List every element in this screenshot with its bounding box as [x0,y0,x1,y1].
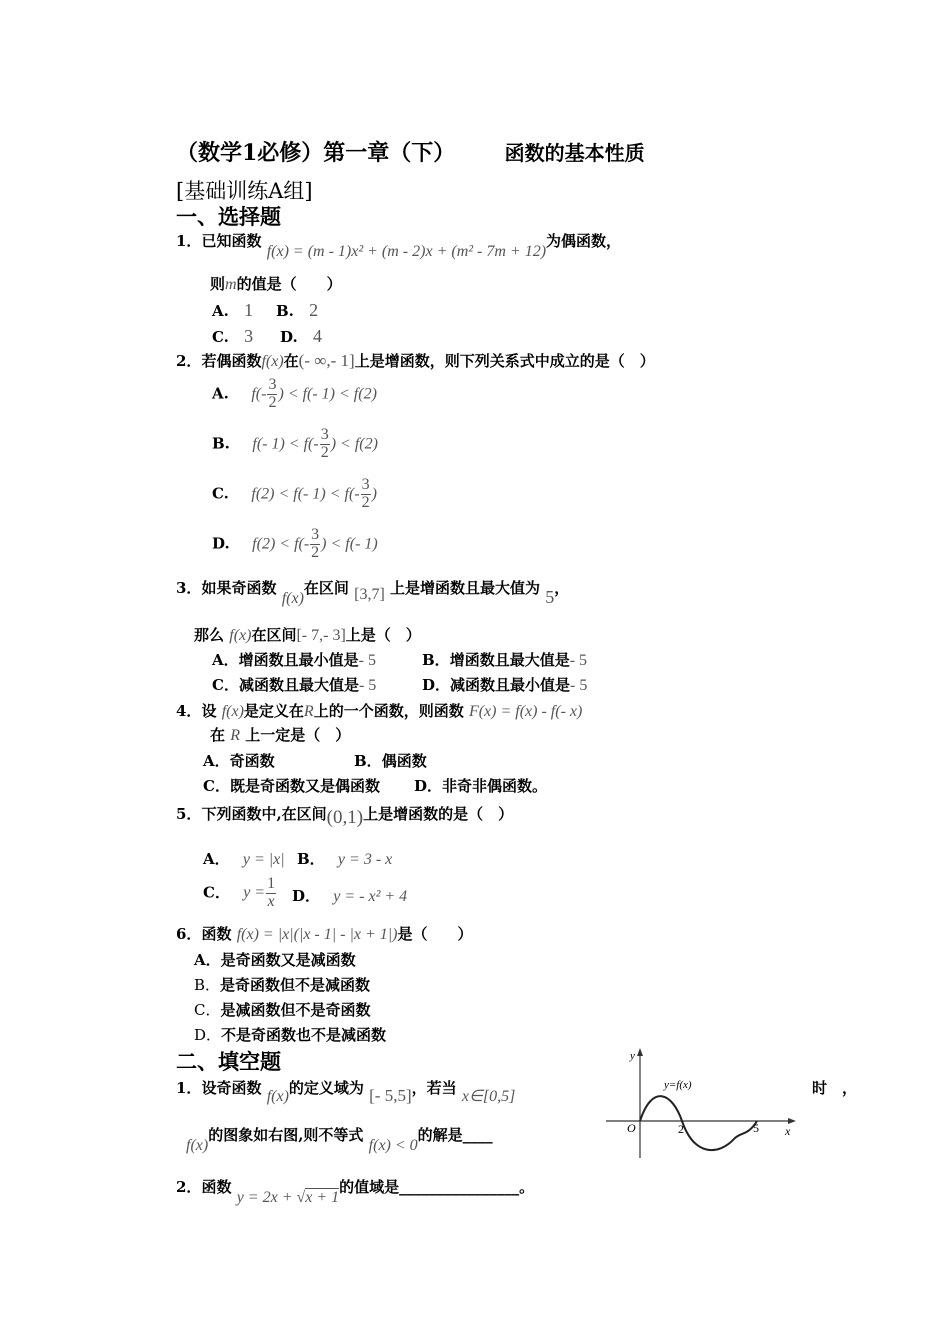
q3-option-c[interactable] [212,674,376,695]
option-label: C. [212,328,229,346]
fq1-tail: 时 ， [812,1079,858,1097]
fill-question-2 [176,1176,535,1206]
fq1-number: 1． [176,1079,202,1097]
option-text: 减函数且最大值是 [238,676,359,694]
option-formula-end: ) < f(2) [330,435,378,453]
fq1-answer-blank[interactable]: 的解是____ [417,1126,493,1144]
q2-fx: f(x) [261,353,284,370]
q2-option-c[interactable] [212,477,377,512]
fq1-line2-mid: 的图象如右图,则不等式 [208,1126,364,1144]
q1-option-b[interactable] [276,300,318,321]
fraction-denominator: x [267,892,275,910]
option-text: 增函数且最小值是 [238,651,359,669]
option-value: - 5 [358,652,376,669]
q3-post: 上是增函数且最大值为 [390,579,541,597]
option-label: D． [194,1026,222,1044]
question-3 [176,577,570,607]
option-formula: y = [243,884,266,902]
fq2-formula [237,1189,339,1206]
page-title [176,136,645,167]
option-label: D． [414,777,443,795]
fq1-mid2: ，若当 [411,1079,457,1097]
q4-R: R [303,703,314,720]
option-text: 减函数且最小值是 [450,676,571,694]
fraction-denominator: 2 [311,543,320,561]
q4-line2 [210,724,350,745]
question-2 [176,350,655,371]
option-label: A． [203,752,230,770]
q3-number: 3． [176,579,202,597]
option-text: 是奇函数但不是减函数 [220,976,371,994]
option-text: 非奇非偶函数。 [442,777,548,795]
fill-question-1 [176,1077,516,1105]
title-left: （数学1必修）第一章（下） [176,140,456,166]
option-label: D． [292,887,321,905]
q1-option-d[interactable] [280,326,322,347]
q6-option-d[interactable] [194,1024,386,1045]
q3-comma: ， [554,579,570,597]
option-label: D. [212,534,230,553]
q5-option-a[interactable] [203,848,285,869]
option-formula-start: f(- [251,385,267,403]
q1-var-m: m [225,276,237,293]
origin-label: O [627,1121,636,1135]
option-label: C. [212,484,229,503]
fq1-line2-fx: f(x) [186,1137,209,1154]
q4-line2-post: 上一定是（ ） [245,726,351,744]
question-4 [176,700,582,721]
option-text: 奇函数 [229,752,275,770]
fill-question-1-line2 [186,1124,493,1154]
q2-option-a[interactable] [212,377,377,412]
q6-option-c[interactable] [194,999,371,1020]
q1-option-a[interactable] [212,300,253,321]
q4-line2-pre: 在 [210,726,226,744]
question-1 [176,230,622,260]
fq1-domain: [- 5,5] [369,1086,412,1105]
option-text: 偶函数 [381,752,427,770]
option-value: - 5 [358,677,377,694]
title-right: 函数的基本性质 [504,141,645,165]
fq1-cond: x∈[0,5] [461,1088,516,1105]
option-formula-end: ) < f(- 1) < f(2) [278,385,377,403]
function-label: y=f(x) [664,1079,692,1091]
section2-heading: 二、填空题 [176,1049,281,1074]
q6-option-b[interactable] [194,974,370,995]
q1-number: 1． [176,232,202,250]
option-formula: y = - x² + 4 [333,888,408,905]
option-label: C． [194,1001,221,1019]
option-value: 4 [312,326,322,346]
q1-formula: f(x) = (m - 1)x² + (m - 2)x + (m² - 7m + 12) [266,243,547,260]
q4-formula: F(x) = f(x) - f(- x) [468,703,583,720]
option-label: B． [354,752,382,770]
fraction-numerator: 3 [320,426,329,443]
q3-max: 5 [545,587,555,607]
fraction-numerator: 3 [268,376,277,393]
option-text: 增函数且最大值是 [449,651,570,669]
q5-option-d[interactable] [292,885,407,906]
q1-line2 [210,273,342,294]
option-label: D. [280,328,298,346]
option-formula-start: f(2) < f(- [252,535,310,553]
option-value: 1 [244,300,254,320]
q3-line2-mid: 在区间 [251,626,297,644]
q5-interval: (0,1) [326,807,364,828]
q4-line2-R: R [230,727,241,744]
q4-post: 上的一个函数，则函数 [313,702,464,720]
q3-line2 [194,624,421,645]
fraction-denominator: 2 [268,393,277,411]
q4-mid: 是定义在 [243,702,304,720]
question-6 [176,923,473,944]
q3-option-b[interactable] [422,649,587,670]
q6-number: 6． [176,925,202,943]
option-formula-start: f(- 1) < f(- [252,435,319,453]
q5-option-c[interactable] [203,876,277,911]
option-label: B. [212,434,230,453]
fq1-ineq: f(x) < 0 [368,1137,418,1154]
q2-option-d[interactable] [212,527,378,562]
q3-interval: [3,7] [354,586,385,603]
q1-line2-post: 的值是（ ） [236,275,342,293]
fraction-numerator: 3 [361,476,370,493]
option-value: - 5 [569,652,588,669]
q4-option-b[interactable] [354,750,427,771]
option-label: C． [203,777,230,795]
q3-option-d[interactable] [422,674,587,695]
y-axis-label: y [630,1050,635,1062]
option-label: B． [194,976,221,994]
function-curve [640,1096,757,1150]
tick-label-5: 5 [753,1121,759,1135]
q6-formula: f(x) = |x|(|x - 1| - |x + 1|) [236,926,398,943]
tick-label-2: 2 [678,1122,684,1136]
option-label: D． [422,676,451,694]
option-label: A． [203,850,230,868]
y-axis-arrow [637,1048,643,1056]
option-label: B． [422,651,450,669]
x-axis-label: x [785,1124,791,1138]
option-label: A． [194,951,221,969]
option-formula: y = 3 - x [337,851,393,868]
option-text: 不是奇函数也不是减函数 [221,1026,387,1044]
fq2-formula-pre: y = 2x + [236,1189,297,1206]
q4-fx: f(x) [221,703,244,720]
fq1-mid: 的定义域为 [288,1079,364,1097]
q4-option-d[interactable] [414,775,547,796]
option-formula-end: ) [371,485,377,503]
option-label: A. [212,384,229,403]
q4-option-c[interactable] [203,775,380,796]
fraction-denominator: 2 [320,443,329,461]
option-value: 2 [309,300,319,320]
option-label: A. [212,302,229,320]
fq2-sqrt-body: x + 1 [305,1189,340,1206]
q3-line2-post: 上是（ ） [345,626,421,644]
q3-line2-fx: f(x) [229,627,252,644]
option-label: B． [297,850,325,868]
option-value: 3 [244,326,254,346]
subtitle: [基础训练A组] [176,179,313,203]
fraction-numerator: 1 [267,875,276,892]
q1-post: 为偶函数， [546,232,622,250]
fq2-pre: 函数 [201,1178,232,1196]
option-text: 是减函数但不是奇函数 [220,1001,371,1019]
q3-fx: f(x) [281,590,304,607]
q2-number: 2． [176,352,202,370]
q3-pre: 如果奇函数 [201,579,277,597]
fq2-answer-blank[interactable]: 的值域是________________。 [339,1178,535,1196]
q5-pre: 下列函数中,在区间 [201,805,327,823]
option-label: C． [203,883,230,902]
option-formula-start: f(2) < f(- 1) < f(- [251,485,360,503]
q3-mid: 在区间 [303,579,349,597]
option-formula: y = |x| [242,851,285,868]
q6-post: 是（ ） [397,925,473,943]
q2-pre: 若偶函数 [201,352,262,370]
q4-option-a[interactable] [203,750,275,771]
fraction-numerator: 3 [311,526,320,543]
q5-post: 上是增函数的是（ ） [363,805,514,823]
q2-mid: 在 [283,352,299,370]
option-text: 是奇函数又是减函数 [220,951,356,969]
q2-interval: (- ∞,- 1] [298,351,355,370]
q6-pre: 函数 [201,925,232,943]
option-value: - 5 [570,677,588,694]
q3-line2-pre: 那么 [194,626,225,644]
q3-option-a[interactable] [212,649,376,670]
q1-line2-pre: 则 [210,275,226,293]
function-graph [600,1044,800,1164]
fq1-fx: f(x) [266,1088,289,1105]
sqrt-symbol: √ [296,1189,306,1206]
q2-option-b[interactable] [212,427,378,462]
q1-option-c[interactable] [212,326,253,347]
fq1-pre: 设奇函数 [201,1079,262,1097]
option-text: 既是奇函数又是偶函数 [229,777,380,795]
q6-option-a[interactable] [194,949,356,970]
q5-option-b[interactable] [297,848,392,869]
option-label: C． [212,676,239,694]
q2-post: 上是增函数，则下列关系式中成立的是（ ） [354,352,655,370]
fraction-denominator: 2 [361,493,370,511]
q3-line2-interval: [- 7,- 3] [296,627,346,644]
option-label: B. [276,302,294,320]
q4-number: 4． [176,702,202,720]
fq2-number: 2． [176,1178,202,1196]
option-formula-end: ) < f(- 1) [321,535,378,553]
option-label: A． [212,651,239,669]
q1-pre: 已知函数 [201,232,262,250]
q5-number: 5． [176,805,202,823]
section1-heading: 一、选择题 [176,204,281,229]
q4-pre: 设 [201,702,217,720]
question-5 [176,803,514,828]
